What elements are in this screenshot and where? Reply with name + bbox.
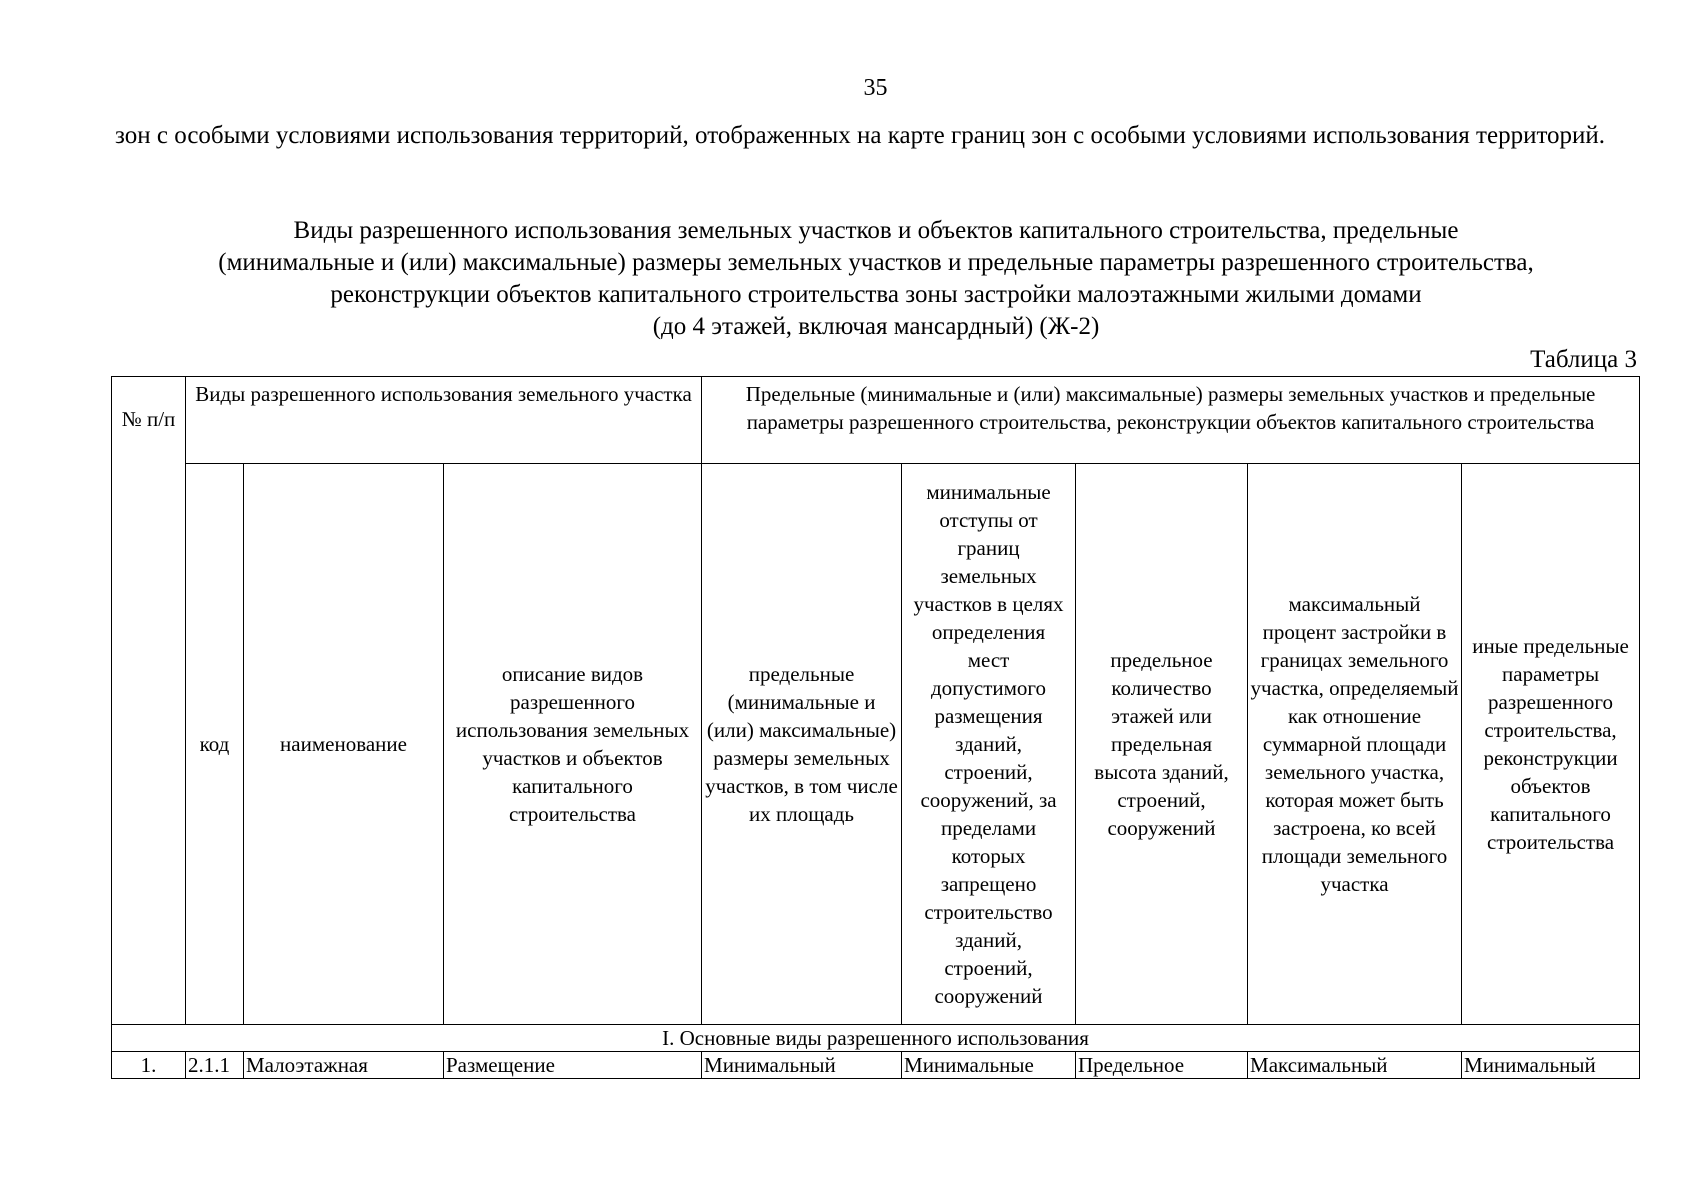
zoning-table [111,376,1640,1079]
heading-line: (минимальные и (или) максимальные) размеры земельных участков и предельные параметры разрешенного строительства, [218,249,1534,276]
table-heading [110,215,1642,343]
table-label: Таблица 3 [1530,346,1637,373]
heading-line: Виды разрешенного использования земельных участков и объектов капитального строительства, предельные [293,217,1459,244]
header-code: код [186,464,244,1025]
row-floors: Предельное [1076,1052,1248,1079]
header-coverage: максимальный процент застройки в границах земельного участка, определяемый как отношение суммарной площади земельного участка, которая может быть застроена, ко всей площади земельного участка [1248,464,1462,1025]
table-subheader-row [112,464,1640,1025]
row-other: Минимальный [1462,1052,1640,1079]
page-number: 35 [863,75,888,101]
header-other: иные предельные параметры разрешенного строительства, реконструкции объектов капитального строительства [1462,464,1640,1025]
section-title: I. Основные виды разрешенного использования [112,1025,1640,1052]
row-coverage: Максимальный [1248,1052,1462,1079]
header-types: Виды разрешенного использования земельного участка [186,377,702,464]
table-row [112,1052,1640,1079]
header-limits: Предельные (минимальные и (или) максимальные) размеры земельных участков и предельные параметры разрешенного строительства, реконструкции объектов капитального строительства [702,377,1640,464]
heading-line: реконструкции объектов капитального строительства зоны застройки малоэтажными жилыми домами [330,281,1422,308]
table-header-row [112,377,1640,464]
header-description: описание видов разрешенного использования земельных участков и объектов капитального строительства [444,464,702,1025]
row-setbacks: Минимальные [902,1052,1076,1079]
header-floors: предельное количество этажей или предельная высота зданий, строений, сооружений [1076,464,1248,1025]
header-name: наименование [244,464,444,1025]
header-setbacks: минимальные отступы от границ земельных участков в целях определения мест допустимого размещения зданий, строений, сооружений, за пределами которых запрещено строительство зданий, строений, сооружений [902,464,1076,1025]
row-code: 2.1.1 [186,1052,244,1079]
intro-paragraph: зон с особыми условиями использования территорий, отображенных на карте границ зон с особыми условиями использования территорий. [115,122,1606,149]
row-description: Размещение [444,1052,702,1079]
row-name: Малоэтажная [244,1052,444,1079]
row-num: 1. [112,1052,186,1079]
heading-line: (до 4 этажей, включая мансардный) (Ж-2) [652,313,1100,340]
header-num: № п/п [112,377,186,1025]
section-row [112,1025,1640,1052]
row-sizes: Минимальный [702,1052,902,1079]
header-sizes: предельные (минимальные и (или) максимальные) размеры земельных участков, в том числе их площадь [702,464,902,1025]
